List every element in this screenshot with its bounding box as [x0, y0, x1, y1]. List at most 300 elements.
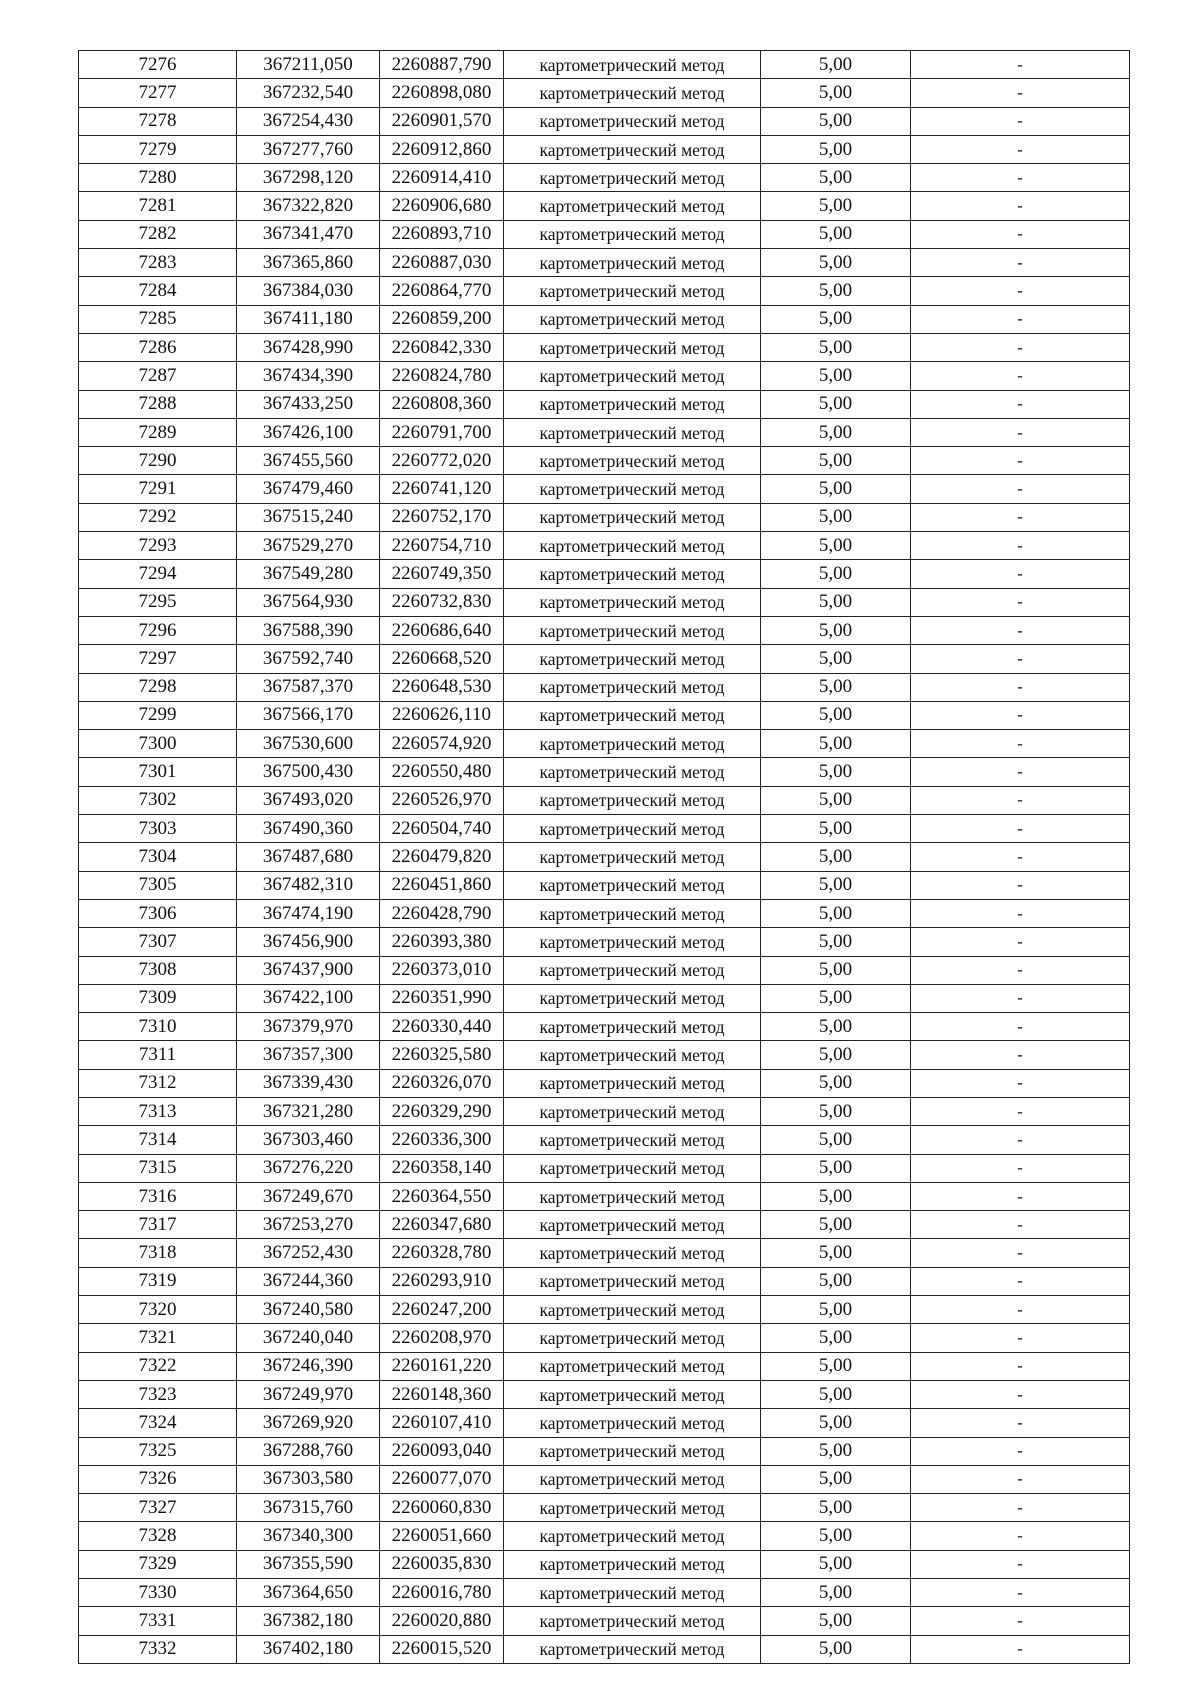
- description-cell: -: [911, 1126, 1130, 1154]
- point-number-cell: 7286: [79, 333, 237, 361]
- accuracy-cell: 5,00: [761, 616, 911, 644]
- table-row: [79, 786, 1130, 814]
- y-coordinate-cell: 2260093,040: [380, 1437, 504, 1465]
- table-row: [79, 1607, 1130, 1635]
- x-coordinate-cell: 367303,580: [237, 1465, 380, 1493]
- method-cell: картометрический метод: [504, 1522, 761, 1550]
- table-row: [79, 135, 1130, 163]
- table-row: [79, 1239, 1130, 1267]
- point-number-cell: 7324: [79, 1409, 237, 1437]
- method-cell: картометрический метод: [504, 1579, 761, 1607]
- table-row: [79, 1465, 1130, 1493]
- point-number-cell: 7313: [79, 1097, 237, 1125]
- accuracy-cell: 5,00: [761, 758, 911, 786]
- description-cell: -: [911, 1409, 1130, 1437]
- y-coordinate-cell: 2260648,530: [380, 673, 504, 701]
- y-coordinate-cell: 2260336,300: [380, 1126, 504, 1154]
- point-number-cell: 7295: [79, 588, 237, 616]
- accuracy-cell: 5,00: [761, 673, 911, 701]
- description-cell: -: [911, 503, 1130, 531]
- point-number-cell: 7316: [79, 1182, 237, 1210]
- y-coordinate-cell: 2260364,550: [380, 1182, 504, 1210]
- description-cell: -: [911, 1522, 1130, 1550]
- coordinates-table: [78, 50, 1130, 1664]
- description-cell: -: [911, 1579, 1130, 1607]
- description-cell: -: [911, 560, 1130, 588]
- x-coordinate-cell: 367566,170: [237, 701, 380, 729]
- point-number-cell: 7287: [79, 362, 237, 390]
- x-coordinate-cell: 367422,100: [237, 984, 380, 1012]
- description-cell: -: [911, 220, 1130, 248]
- table-row: [79, 758, 1130, 786]
- method-cell: картометрический метод: [504, 1013, 761, 1041]
- point-number-cell: 7301: [79, 758, 237, 786]
- accuracy-cell: 5,00: [761, 107, 911, 135]
- table-row: [79, 277, 1130, 305]
- table-row: [79, 1635, 1130, 1663]
- description-cell: -: [911, 1267, 1130, 1295]
- accuracy-cell: 5,00: [761, 928, 911, 956]
- y-coordinate-cell: 2260326,070: [380, 1069, 504, 1097]
- x-coordinate-cell: 367249,670: [237, 1182, 380, 1210]
- point-number-cell: 7307: [79, 928, 237, 956]
- point-number-cell: 7280: [79, 164, 237, 192]
- y-coordinate-cell: 2260293,910: [380, 1267, 504, 1295]
- point-number-cell: 7305: [79, 871, 237, 899]
- method-cell: картометрический метод: [504, 1041, 761, 1069]
- description-cell: -: [911, 616, 1130, 644]
- table-row: [79, 333, 1130, 361]
- x-coordinate-cell: 367355,590: [237, 1550, 380, 1578]
- method-cell: картометрический метод: [504, 1211, 761, 1239]
- accuracy-cell: 5,00: [761, 1069, 911, 1097]
- x-coordinate-cell: 367493,020: [237, 786, 380, 814]
- description-cell: -: [911, 418, 1130, 446]
- method-cell: картометрический метод: [504, 79, 761, 107]
- y-coordinate-cell: 2260749,350: [380, 560, 504, 588]
- accuracy-cell: 5,00: [761, 1267, 911, 1295]
- x-coordinate-cell: 367298,120: [237, 164, 380, 192]
- description-cell: -: [911, 277, 1130, 305]
- method-cell: картометрический метод: [504, 1182, 761, 1210]
- table-row: [79, 1579, 1130, 1607]
- description-cell: -: [911, 362, 1130, 390]
- x-coordinate-cell: 367315,760: [237, 1494, 380, 1522]
- method-cell: картометрический метод: [504, 645, 761, 673]
- method-cell: картометрический метод: [504, 616, 761, 644]
- y-coordinate-cell: 2260893,710: [380, 220, 504, 248]
- point-number-cell: 7284: [79, 277, 237, 305]
- y-coordinate-cell: 2260330,440: [380, 1013, 504, 1041]
- point-number-cell: 7317: [79, 1211, 237, 1239]
- description-cell: -: [911, 1550, 1130, 1578]
- x-coordinate-cell: 367592,740: [237, 645, 380, 673]
- accuracy-cell: 5,00: [761, 871, 911, 899]
- accuracy-cell: 5,00: [761, 305, 911, 333]
- description-cell: -: [911, 815, 1130, 843]
- description-cell: -: [911, 928, 1130, 956]
- table-row: [79, 1069, 1130, 1097]
- point-number-cell: 7327: [79, 1494, 237, 1522]
- description-cell: -: [911, 532, 1130, 560]
- method-cell: картометрический метод: [504, 1126, 761, 1154]
- accuracy-cell: 5,00: [761, 418, 911, 446]
- description-cell: -: [911, 673, 1130, 701]
- method-cell: картометрический метод: [504, 1352, 761, 1380]
- accuracy-cell: 5,00: [761, 1465, 911, 1493]
- x-coordinate-cell: 367382,180: [237, 1607, 380, 1635]
- x-coordinate-cell: 367364,650: [237, 1579, 380, 1607]
- description-cell: -: [911, 786, 1130, 814]
- point-number-cell: 7330: [79, 1579, 237, 1607]
- x-coordinate-cell: 367426,100: [237, 418, 380, 446]
- method-cell: картометрический метод: [504, 1465, 761, 1493]
- method-cell: картометрический метод: [504, 418, 761, 446]
- accuracy-cell: 5,00: [761, 815, 911, 843]
- x-coordinate-cell: 367428,990: [237, 333, 380, 361]
- table-row: [79, 1041, 1130, 1069]
- x-coordinate-cell: 367288,760: [237, 1437, 380, 1465]
- table-row: [79, 899, 1130, 927]
- description-cell: -: [911, 390, 1130, 418]
- method-cell: картометрический метод: [504, 532, 761, 560]
- accuracy-cell: 5,00: [761, 1126, 911, 1154]
- y-coordinate-cell: 2260020,880: [380, 1607, 504, 1635]
- description-cell: -: [911, 79, 1130, 107]
- y-coordinate-cell: 2260247,200: [380, 1296, 504, 1324]
- x-coordinate-cell: 367341,470: [237, 220, 380, 248]
- accuracy-cell: 5,00: [761, 532, 911, 560]
- accuracy-cell: 5,00: [761, 1041, 911, 1069]
- table-row: [79, 164, 1130, 192]
- method-cell: картометрический метод: [504, 503, 761, 531]
- y-coordinate-cell: 2260373,010: [380, 956, 504, 984]
- accuracy-cell: 5,00: [761, 560, 911, 588]
- y-coordinate-cell: 2260077,070: [380, 1465, 504, 1493]
- table-row: [79, 305, 1130, 333]
- table-row: [79, 1494, 1130, 1522]
- table-row: [79, 730, 1130, 758]
- x-coordinate-cell: 367587,370: [237, 673, 380, 701]
- x-coordinate-cell: 367490,360: [237, 815, 380, 843]
- y-coordinate-cell: 2260393,380: [380, 928, 504, 956]
- table-row: [79, 645, 1130, 673]
- description-cell: -: [911, 1380, 1130, 1408]
- x-coordinate-cell: 367232,540: [237, 79, 380, 107]
- x-coordinate-cell: 367564,930: [237, 588, 380, 616]
- description-cell: -: [911, 1352, 1130, 1380]
- point-number-cell: 7302: [79, 786, 237, 814]
- method-cell: картометрический метод: [504, 786, 761, 814]
- point-number-cell: 7276: [79, 51, 237, 79]
- y-coordinate-cell: 2260864,770: [380, 277, 504, 305]
- table-row: [79, 220, 1130, 248]
- x-coordinate-cell: 367479,460: [237, 475, 380, 503]
- accuracy-cell: 5,00: [761, 1324, 911, 1352]
- table-row: [79, 928, 1130, 956]
- table-row: [79, 1409, 1130, 1437]
- x-coordinate-cell: 367434,390: [237, 362, 380, 390]
- x-coordinate-cell: 367240,040: [237, 1324, 380, 1352]
- accuracy-cell: 5,00: [761, 1239, 911, 1267]
- point-number-cell: 7293: [79, 532, 237, 560]
- x-coordinate-cell: 367303,460: [237, 1126, 380, 1154]
- y-coordinate-cell: 2260016,780: [380, 1579, 504, 1607]
- accuracy-cell: 5,00: [761, 1154, 911, 1182]
- method-cell: картометрический метод: [504, 928, 761, 956]
- y-coordinate-cell: 2260842,330: [380, 333, 504, 361]
- method-cell: картометрический метод: [504, 1069, 761, 1097]
- method-cell: картометрический метод: [504, 1494, 761, 1522]
- table-row: [79, 1380, 1130, 1408]
- method-cell: картометрический метод: [504, 390, 761, 418]
- accuracy-cell: 5,00: [761, 588, 911, 616]
- accuracy-cell: 5,00: [761, 1550, 911, 1578]
- point-number-cell: 7308: [79, 956, 237, 984]
- table-row: [79, 1352, 1130, 1380]
- accuracy-cell: 5,00: [761, 956, 911, 984]
- accuracy-cell: 5,00: [761, 362, 911, 390]
- point-number-cell: 7326: [79, 1465, 237, 1493]
- method-cell: картометрический метод: [504, 362, 761, 390]
- x-coordinate-cell: 367269,920: [237, 1409, 380, 1437]
- accuracy-cell: 5,00: [761, 1494, 911, 1522]
- accuracy-cell: 5,00: [761, 220, 911, 248]
- point-number-cell: 7289: [79, 418, 237, 446]
- y-coordinate-cell: 2260347,680: [380, 1211, 504, 1239]
- x-coordinate-cell: 367411,180: [237, 305, 380, 333]
- y-coordinate-cell: 2260859,200: [380, 305, 504, 333]
- table-row: [79, 956, 1130, 984]
- method-cell: картометрический метод: [504, 701, 761, 729]
- point-number-cell: 7290: [79, 447, 237, 475]
- y-coordinate-cell: 2260912,860: [380, 135, 504, 163]
- accuracy-cell: 5,00: [761, 984, 911, 1012]
- method-cell: картометрический метод: [504, 249, 761, 277]
- accuracy-cell: 5,00: [761, 1380, 911, 1408]
- description-cell: -: [911, 1607, 1130, 1635]
- x-coordinate-cell: 367240,580: [237, 1296, 380, 1324]
- x-coordinate-cell: 367277,760: [237, 135, 380, 163]
- description-cell: -: [911, 843, 1130, 871]
- description-cell: -: [911, 1211, 1130, 1239]
- point-number-cell: 7314: [79, 1126, 237, 1154]
- accuracy-cell: 5,00: [761, 1409, 911, 1437]
- y-coordinate-cell: 2260887,030: [380, 249, 504, 277]
- description-cell: -: [911, 984, 1130, 1012]
- y-coordinate-cell: 2260208,970: [380, 1324, 504, 1352]
- table-row: [79, 475, 1130, 503]
- accuracy-cell: 5,00: [761, 843, 911, 871]
- x-coordinate-cell: 367482,310: [237, 871, 380, 899]
- accuracy-cell: 5,00: [761, 1013, 911, 1041]
- y-coordinate-cell: 2260107,410: [380, 1409, 504, 1437]
- point-number-cell: 7278: [79, 107, 237, 135]
- description-cell: -: [911, 192, 1130, 220]
- method-cell: картометрический метод: [504, 588, 761, 616]
- description-cell: -: [911, 1182, 1130, 1210]
- point-number-cell: 7328: [79, 1522, 237, 1550]
- x-coordinate-cell: 367379,970: [237, 1013, 380, 1041]
- accuracy-cell: 5,00: [761, 1437, 911, 1465]
- y-coordinate-cell: 2260686,640: [380, 616, 504, 644]
- description-cell: -: [911, 730, 1130, 758]
- description-cell: -: [911, 447, 1130, 475]
- description-cell: -: [911, 1494, 1130, 1522]
- table-row: [79, 815, 1130, 843]
- description-cell: -: [911, 1013, 1130, 1041]
- point-number-cell: 7277: [79, 79, 237, 107]
- method-cell: картометрический метод: [504, 673, 761, 701]
- y-coordinate-cell: 2260428,790: [380, 899, 504, 927]
- method-cell: картометрический метод: [504, 1324, 761, 1352]
- y-coordinate-cell: 2260325,580: [380, 1041, 504, 1069]
- description-cell: -: [911, 1296, 1130, 1324]
- table-row: [79, 1267, 1130, 1295]
- method-cell: картометрический метод: [504, 1380, 761, 1408]
- accuracy-cell: 5,00: [761, 1579, 911, 1607]
- y-coordinate-cell: 2260329,290: [380, 1097, 504, 1125]
- method-cell: картометрический метод: [504, 1296, 761, 1324]
- point-number-cell: 7294: [79, 560, 237, 588]
- point-number-cell: 7315: [79, 1154, 237, 1182]
- point-number-cell: 7292: [79, 503, 237, 531]
- point-number-cell: 7322: [79, 1352, 237, 1380]
- x-coordinate-cell: 367321,280: [237, 1097, 380, 1125]
- y-coordinate-cell: 2260060,830: [380, 1494, 504, 1522]
- method-cell: картометрический метод: [504, 1550, 761, 1578]
- table-row: [79, 51, 1130, 79]
- description-cell: -: [911, 1154, 1130, 1182]
- accuracy-cell: 5,00: [761, 475, 911, 503]
- point-number-cell: 7281: [79, 192, 237, 220]
- method-cell: картометрический метод: [504, 871, 761, 899]
- method-cell: картометрический метод: [504, 560, 761, 588]
- y-coordinate-cell: 2260752,170: [380, 503, 504, 531]
- point-number-cell: 7306: [79, 899, 237, 927]
- table-row: [79, 1296, 1130, 1324]
- table-row: [79, 701, 1130, 729]
- table-row: [79, 560, 1130, 588]
- description-cell: -: [911, 1324, 1130, 1352]
- table-row: [79, 871, 1130, 899]
- method-cell: картометрический метод: [504, 447, 761, 475]
- method-cell: картометрический метод: [504, 1267, 761, 1295]
- table-row: [79, 249, 1130, 277]
- y-coordinate-cell: 2260901,570: [380, 107, 504, 135]
- method-cell: картометрический метод: [504, 135, 761, 163]
- table-row: [79, 503, 1130, 531]
- point-number-cell: 7323: [79, 1380, 237, 1408]
- table-row: [79, 1522, 1130, 1550]
- table-row: [79, 418, 1130, 446]
- description-cell: -: [911, 51, 1130, 79]
- point-number-cell: 7310: [79, 1013, 237, 1041]
- point-number-cell: 7297: [79, 645, 237, 673]
- point-number-cell: 7319: [79, 1267, 237, 1295]
- method-cell: картометрический метод: [504, 1635, 761, 1663]
- y-coordinate-cell: 2260451,860: [380, 871, 504, 899]
- x-coordinate-cell: 367549,280: [237, 560, 380, 588]
- y-coordinate-cell: 2260754,710: [380, 532, 504, 560]
- x-coordinate-cell: 367211,050: [237, 51, 380, 79]
- point-number-cell: 7291: [79, 475, 237, 503]
- y-coordinate-cell: 2260772,020: [380, 447, 504, 475]
- method-cell: картометрический метод: [504, 899, 761, 927]
- x-coordinate-cell: 367515,240: [237, 503, 380, 531]
- y-coordinate-cell: 2260015,520: [380, 1635, 504, 1663]
- description-cell: -: [911, 135, 1130, 163]
- y-coordinate-cell: 2260051,660: [380, 1522, 504, 1550]
- y-coordinate-cell: 2260148,360: [380, 1380, 504, 1408]
- y-coordinate-cell: 2260898,080: [380, 79, 504, 107]
- description-cell: -: [911, 1465, 1130, 1493]
- x-coordinate-cell: 367455,560: [237, 447, 380, 475]
- x-coordinate-cell: 367487,680: [237, 843, 380, 871]
- accuracy-cell: 5,00: [761, 701, 911, 729]
- x-coordinate-cell: 367588,390: [237, 616, 380, 644]
- x-coordinate-cell: 367276,220: [237, 1154, 380, 1182]
- accuracy-cell: 5,00: [761, 1296, 911, 1324]
- table-row: [79, 1437, 1130, 1465]
- accuracy-cell: 5,00: [761, 447, 911, 475]
- point-number-cell: 7312: [79, 1069, 237, 1097]
- x-coordinate-cell: 367340,300: [237, 1522, 380, 1550]
- y-coordinate-cell: 2260526,970: [380, 786, 504, 814]
- table-row: [79, 532, 1130, 560]
- point-number-cell: 7320: [79, 1296, 237, 1324]
- x-coordinate-cell: 367384,030: [237, 277, 380, 305]
- table-row: [79, 1211, 1130, 1239]
- accuracy-cell: 5,00: [761, 1352, 911, 1380]
- accuracy-cell: 5,00: [761, 79, 911, 107]
- x-coordinate-cell: 367249,970: [237, 1380, 380, 1408]
- y-coordinate-cell: 2260479,820: [380, 843, 504, 871]
- accuracy-cell: 5,00: [761, 1522, 911, 1550]
- method-cell: картометрический метод: [504, 164, 761, 192]
- description-cell: -: [911, 899, 1130, 927]
- method-cell: картометрический метод: [504, 107, 761, 135]
- x-coordinate-cell: 367322,820: [237, 192, 380, 220]
- y-coordinate-cell: 2260808,360: [380, 390, 504, 418]
- accuracy-cell: 5,00: [761, 730, 911, 758]
- description-cell: -: [911, 956, 1130, 984]
- y-coordinate-cell: 2260358,140: [380, 1154, 504, 1182]
- accuracy-cell: 5,00: [761, 1211, 911, 1239]
- coordinates-table-body: [79, 51, 1130, 1664]
- accuracy-cell: 5,00: [761, 333, 911, 361]
- x-coordinate-cell: 367402,180: [237, 1635, 380, 1663]
- accuracy-cell: 5,00: [761, 390, 911, 418]
- point-number-cell: 7279: [79, 135, 237, 163]
- y-coordinate-cell: 2260574,920: [380, 730, 504, 758]
- method-cell: картометрический метод: [504, 475, 761, 503]
- description-cell: -: [911, 701, 1130, 729]
- accuracy-cell: 5,00: [761, 277, 911, 305]
- table-row: [79, 843, 1130, 871]
- x-coordinate-cell: 367357,300: [237, 1041, 380, 1069]
- description-cell: -: [911, 588, 1130, 616]
- point-number-cell: 7329: [79, 1550, 237, 1578]
- method-cell: картометрический метод: [504, 333, 761, 361]
- description-cell: -: [911, 1437, 1130, 1465]
- point-number-cell: 7321: [79, 1324, 237, 1352]
- method-cell: картометрический метод: [504, 956, 761, 984]
- table-row: [79, 107, 1130, 135]
- method-cell: картометрический метод: [504, 815, 761, 843]
- point-number-cell: 7325: [79, 1437, 237, 1465]
- x-coordinate-cell: 367339,430: [237, 1069, 380, 1097]
